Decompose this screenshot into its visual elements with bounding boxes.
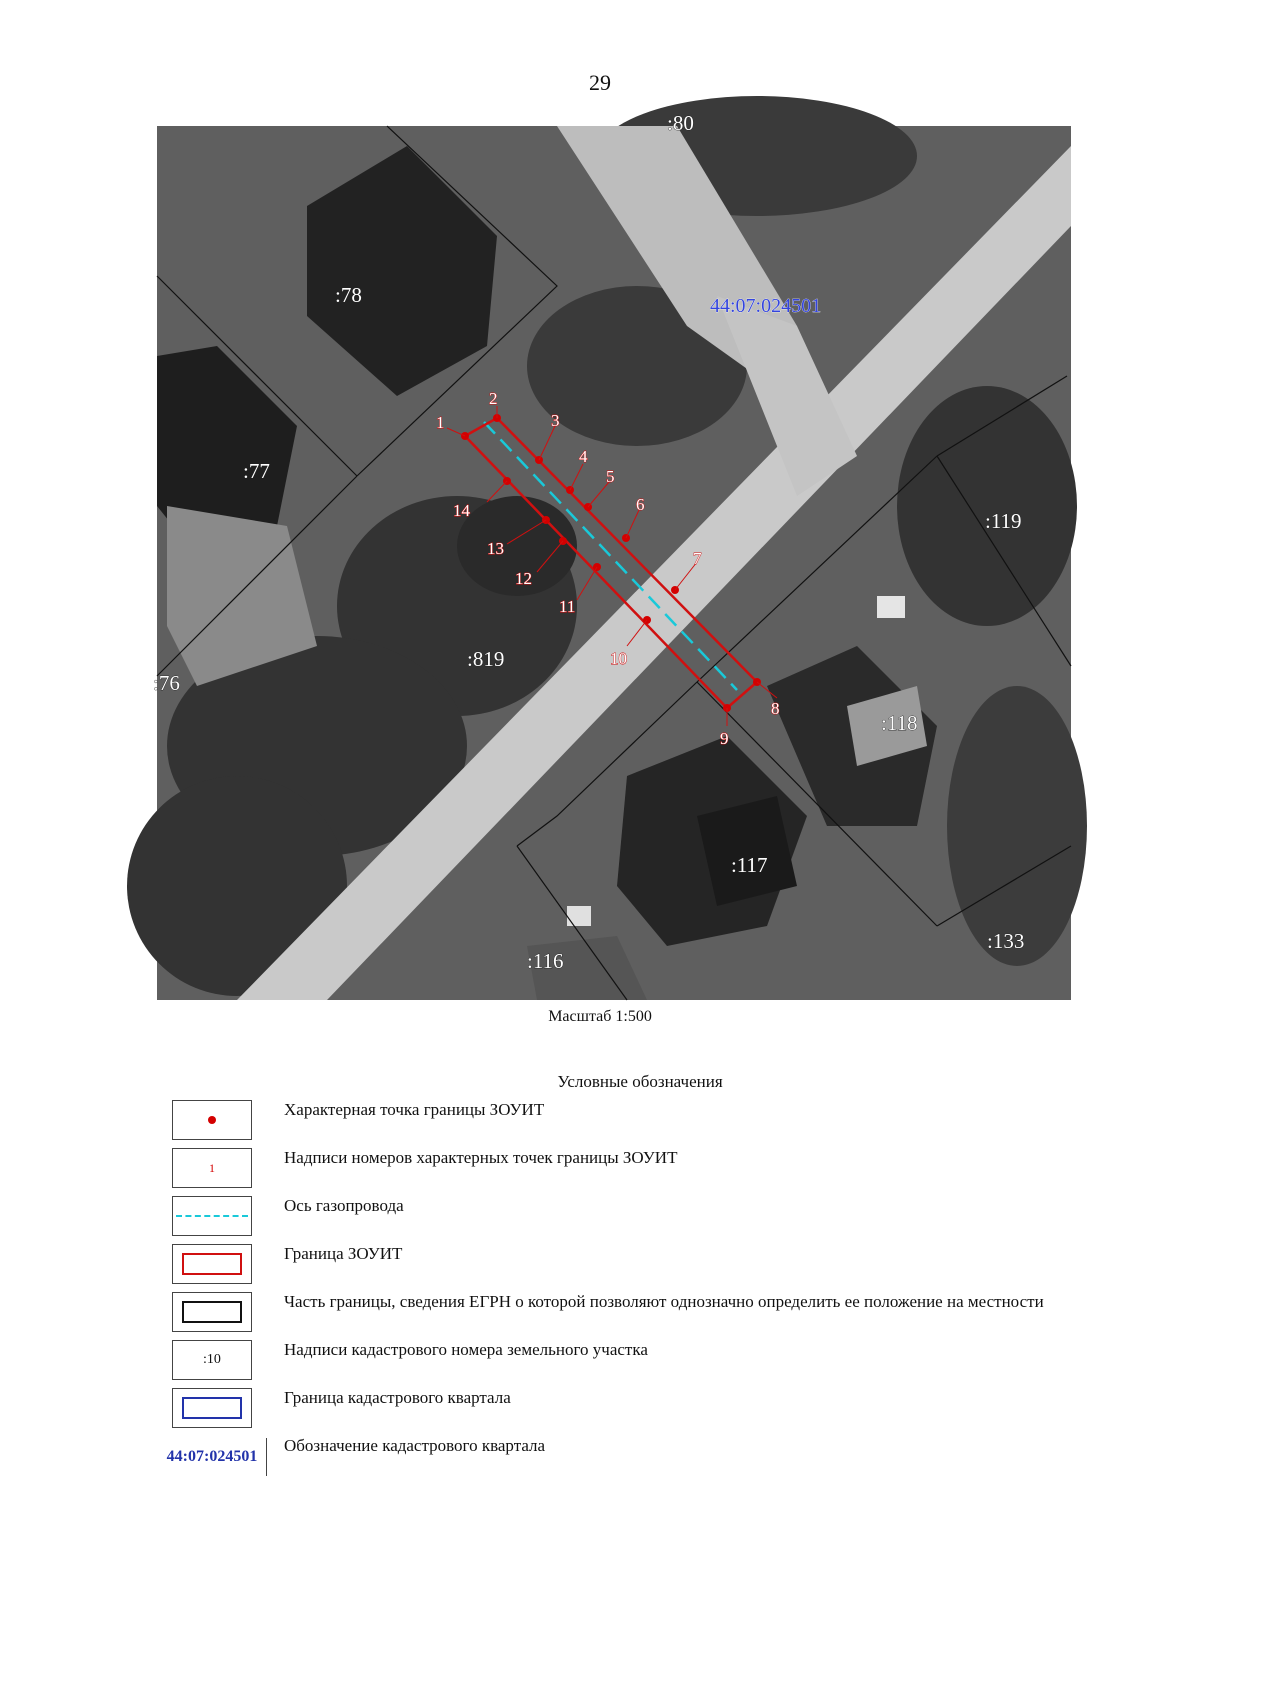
- legend-item-point-numbers: [172, 1146, 1072, 1192]
- blue-rectangle-symbol: [182, 1397, 242, 1419]
- parcel-label: :118: [881, 711, 918, 735]
- legend-text: Граница кадастрового квартала: [284, 1388, 511, 1407]
- point-label: 13: [487, 539, 504, 558]
- legend-title: Условные обозначения: [557, 1072, 723, 1091]
- dashed-line-symbol: [176, 1215, 248, 1217]
- quarter-label: 44:07:024501: [710, 295, 822, 317]
- parcel-label: :116: [527, 949, 564, 973]
- legend-text: Надписи кадастрового номера земельного участка: [284, 1340, 648, 1359]
- point-label: 12: [515, 569, 532, 588]
- point-label: 10: [610, 649, 627, 668]
- point-label: 4: [579, 447, 588, 466]
- scale-label: Масштаб 1:500: [548, 1008, 652, 1025]
- point-label: 5: [606, 467, 615, 486]
- point-label: 7: [693, 549, 702, 568]
- legend-item-boundary-point: [172, 1098, 1072, 1144]
- legend-item-egrn-boundary: [172, 1290, 1072, 1336]
- legend-symbol: [172, 1340, 252, 1380]
- red-rectangle-symbol: [182, 1253, 242, 1275]
- legend-symbol: [172, 1196, 252, 1236]
- parcel-label: :819: [467, 647, 505, 671]
- legend-symbol: [172, 1388, 252, 1428]
- point-label: 2: [489, 389, 498, 408]
- parcel-label: :119: [985, 509, 1022, 533]
- page-number: 29: [589, 70, 611, 95]
- legend-text: Часть границы, сведения ЕГРН о которой позволяют однозначно определить ее положение на местности: [284, 1292, 1044, 1311]
- parcel-number-sample: :10: [203, 1352, 221, 1367]
- legend-symbol: [172, 1244, 252, 1284]
- parcel-label: :117: [731, 853, 768, 877]
- legend-item-gas-axis: [172, 1194, 1072, 1240]
- point-label: 1: [436, 413, 445, 432]
- legend-item-zouit-boundary: [172, 1242, 1072, 1288]
- legend-text: Ось газопровода: [284, 1196, 404, 1215]
- point-label: 11: [559, 597, 576, 616]
- legend-text: Надписи номеров характерных точек границы ЗОУИТ: [284, 1148, 678, 1167]
- legend-item-quarter-code: [166, 1434, 1072, 1480]
- legend-text: Характерная точка границы ЗОУИТ: [284, 1100, 545, 1119]
- point-label: 8: [771, 699, 780, 718]
- legend-text: Обозначение кадастрового квартала: [284, 1436, 546, 1455]
- parcel-label: :76: [153, 671, 180, 695]
- parcel-label: :133: [987, 929, 1025, 953]
- parcel-label: :78: [335, 283, 362, 307]
- legend-item-quarter-boundary: [172, 1386, 1072, 1432]
- point-label: 14: [453, 501, 470, 520]
- legend-symbol: [172, 1100, 252, 1140]
- parcel-label: :80: [667, 111, 694, 135]
- legend-symbol: [172, 1292, 252, 1332]
- legend-item-parcel-number: [172, 1338, 1072, 1384]
- cadastral-map: [153, 111, 1071, 1000]
- point-label: 9: [720, 729, 729, 748]
- quarter-code-sample: 44:07:024501: [158, 1438, 267, 1476]
- parcel-label: :77: [243, 459, 270, 483]
- point-symbol: [208, 1116, 216, 1124]
- point-label: 3: [551, 411, 560, 430]
- point-label: 6: [636, 495, 645, 514]
- legend-symbol: [172, 1148, 252, 1188]
- black-rectangle-symbol: [182, 1301, 242, 1323]
- legend-text: Граница ЗОУИТ: [284, 1244, 403, 1263]
- point-number-sample: 1: [209, 1160, 215, 1175]
